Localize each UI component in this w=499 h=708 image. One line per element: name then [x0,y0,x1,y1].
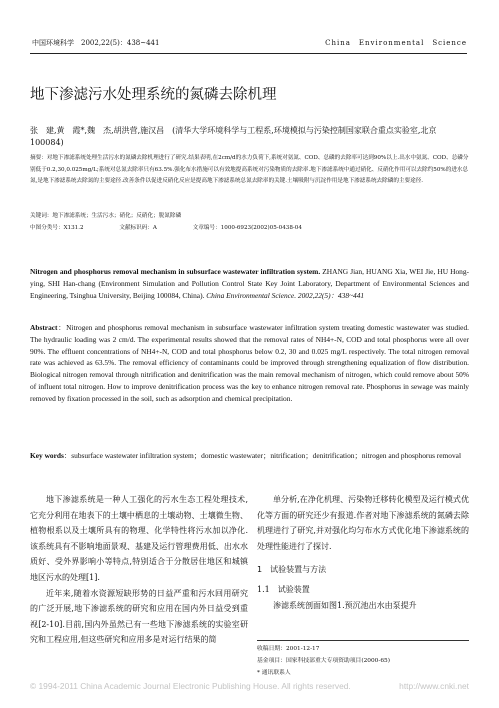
journal-citation-cn: 中国环境科学 2002,22(5)：438~441 [32,39,160,47]
body-paragraph: 渗滤系统剖面如图1.预沉池出水由泵提升 [273,600,417,610]
cnki-url: http://www.cnki.net [399,681,469,691]
en-authors: ZHANG Jian, HUANG Xia, WEI Jie, HU Hong-ying, SHI Han-chang (Environment Simulation and Pollution Control State Key Joint Laboratory, Department of Environmental Sciences and Engineering, Tsinghua University, Beijing 100084, China). [30,267,469,300]
section-heading: 1 试验装置与方法 [257,565,327,575]
keywords-cn: 关键词：地下渗滤系统；生活污水；硝化；反硝化；脱氮除磷 [30,213,182,219]
abstract-cn: 摘要：对地下渗滤系统处理生活污水的氮磷去除机理进行了研究.结果表明,在2cm/d的水力负荷下,系统对氨氮、COD、总磷的去除率可达到90%以上.出水中氨氮、COD、总磷分别低于0.2,30,0.025mg/L;系统对总氮去除率只有63.5%.强化布水措施可以有效地提高系统对污染物质的去除率.地下渗滤系统中通过硝化、反硝化作用可以去除约50%的进水总氮,是地下渗滤系统去除氮的主要途径.改善条件以促进反硝化反应是提高地下渗滤系统总氮去除率的关键.土壤吸附与沉淀作用是地下渗滤系统去除磷的主要途径. [30,155,469,185]
abstract-en-text: ：Nitrogen and phosphorus removal mechanism in subsurface wastewater infiltration system treating domestic wastewater was studied. The hydraulic loading was 2 cm/d. The experimental results showed that the removal rates of NH4+-N, COD and total phosphorus were all over 90%. The effluent concentrations of NH4+-N, COD and total phosphorus below 0.2, 30 and 0.025 mg/L respectively. The total nitrogen removal rate was achieved as 63.5%. The removal efficiency of contaminants could be improved through strengthening equalization of flow distribution. Biological nitrogen removal through nitrification and denitrification was the main removal mechanism of nitrogen, which could remove about 50% of influent total nitrogen. How to improve denitrification process was the key to enhance nitrogen removal rate. Phosphorus in sewage was mainly removed by fixation processed in the soil, such as adsorption and chemical precipitation. [30,323,469,403]
keywords-label: Key words [30,451,64,460]
clc-number: 中图分类号：X131.2 [30,225,84,231]
en-title: Nitrogen and phosphorus removal mechanism in subsurface wastewater infiltration system. [30,267,321,276]
article-number: 文章编号：1000-6923(2002)05-0438-04 [192,225,302,231]
abstract-label: Abstract [30,323,58,332]
abstract-en [30,322,469,405]
journal-name-en: China Environmental Science [325,39,467,47]
footnote [257,640,469,679]
doc-code: 文献标识码：A [119,225,157,231]
received-date: 收稿日期：2001-12-17 [257,646,320,652]
body-paragraph: 地下渗滤系统是一种人工强化的污水生态工程处理技术,它充分利用在地表下的土壤中栖息的土壤动物、土壤微生物、植物根系以及土壤所具有的物理、化学特性将污水加以净化.该系统具有不影响地面景观、基建及运行管理费用低、出水水质好、受外界影响小等特点,特别适合于分散居住地区和城镇地区污水的处理[1]. [30,495,248,582]
body-paragraph: 单分析,在净化机理、污染物迁移转化模型及运行模式优化等方面的研究还少有报道.作者对地下渗滤系统的氮磷去除机理进行了研究,并对强化均匀布水方式优化地下渗滤系统的处理性能进行了探讨. [257,495,469,551]
subsection-heading: 1.1 试验装置 [257,584,310,594]
paper-title: 地下渗滤污水处理系统的氮磷去除机理 [30,87,277,103]
en-journal: China Environmental Science. 2002,22(5)：438~441 [206,290,365,300]
body-left-column [30,492,248,648]
corresponding-author: * 通讯联系人 [257,670,291,676]
en-citation [30,266,469,301]
fund-info: 基金项目：国家科技部重大专项资助项目(2000-65) [257,658,390,664]
header-divider [30,53,467,54]
body-paragraph: 近年来,随着水资源短缺形势的日益严重和污水回用研究的广泛开展,地下渗滤系统的研究和应用在国内外日益受到重视[2-10].目前,国内外虽然已有一些地下渗滤系统的实验室研究和工程应用,但这些研究和应用多是对运行结果的简 [30,588,248,645]
body-right-column [257,492,469,613]
copyright-text: © 1994-2011 China Academic Journal Electronic Publishing House. All rights reserved. [30,681,351,691]
classification-line [30,223,469,235]
keywords-en [30,450,469,462]
copyright-watermark [30,681,469,691]
keywords-en-text: ：subsurface wastewater infiltration system；domestic wastewater；nitrification；denitrification；nitrogen and phosphorus removal [63,451,462,460]
author-affiliation: 张 建,黄 霞*,魏 杰,胡洪营,施汉昌 (清华大学环境科学与工程系,环境模拟与污染控制国家联合重点实验室,北京 100084) [30,126,445,147]
